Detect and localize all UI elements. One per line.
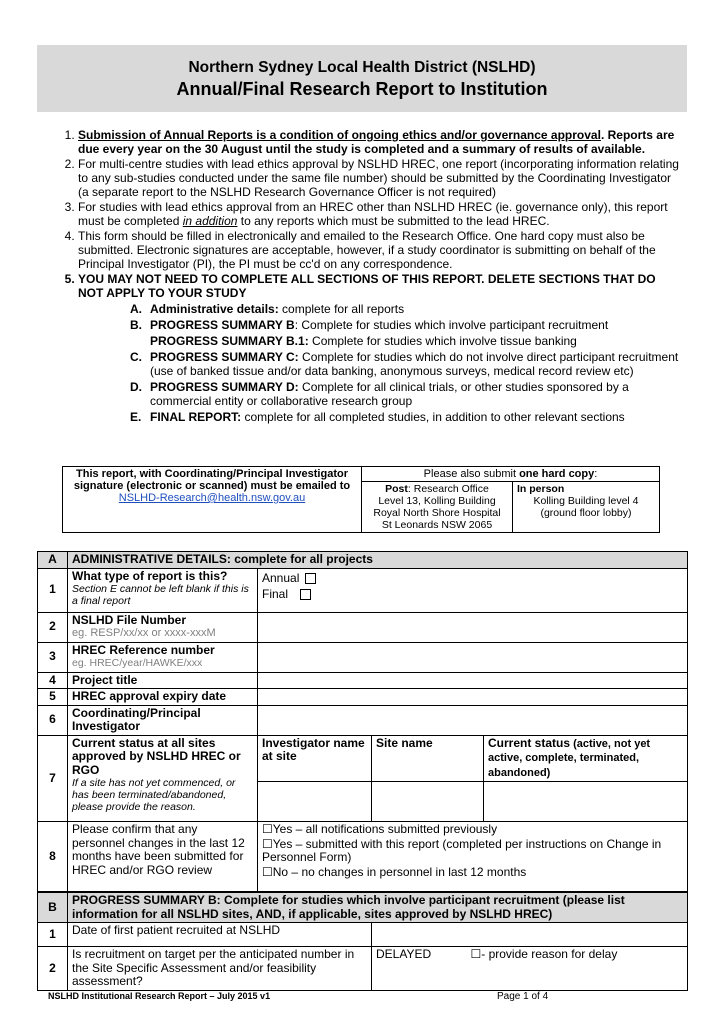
delayed-option[interactable]: DELAYED: [376, 947, 432, 961]
report-title: Annual/Final Research Report to Institution: [176, 79, 548, 99]
section-list-item: D. PROGRESS SUMMARY D: Complete for all clinical trials, or other studies sponsored by a commercial entity or collaborative research group: [130, 380, 629, 408]
section-list-item: PROGRESS SUMMARY B.1: Complete for studies which involve tissue banking: [150, 334, 577, 348]
hard-copy-instruction: Please also submit one hard copy:: [362, 467, 660, 482]
site-status-label: Current status at all sites approved by NSLHD HREC or RGO If a site has not yet commenced, or has been terminated/abandoned, please provide the reason.: [68, 735, 258, 822]
first-patient-date-label: Date of first patient recruited at NSLHD: [68, 923, 372, 947]
project-title-field[interactable]: [258, 672, 688, 689]
note-1: 1. Submission of Annual Reports is a condition of ongoing ethics and/or governance approval. Reports are due every year on the 30 August until the study is completed and a summary of results of available.: [78, 128, 682, 156]
report-type-options: [258, 568, 688, 612]
investigator-name-field[interactable]: [258, 782, 372, 822]
first-patient-date-field[interactable]: [372, 923, 688, 947]
final-option[interactable]: Final: [262, 588, 683, 602]
investigator-name-header: Investigator name at site: [258, 735, 372, 782]
report-type-label: What type of report is this? Section E cannot be left blank if this is a final report: [68, 568, 258, 612]
hrec-reference-field[interactable]: [258, 642, 688, 672]
section-b-letter: B: [38, 893, 68, 923]
post-address: Post: Research Office Level 13, Kolling Building Royal North Shore Hospital St Leonards NSW 2065: [362, 482, 513, 533]
in-person-address: In person Kolling Building level 4 (ground floor lobby): [513, 482, 660, 533]
project-title-label: Project title: [68, 672, 258, 689]
site-name-header: Site name: [372, 735, 484, 782]
personnel-changes-options: [258, 822, 688, 892]
footer-left: NSLHD Institutional Research Report – July 2015 v1: [48, 991, 271, 1001]
file-number-field[interactable]: [258, 612, 688, 642]
note-4: 4. This form should be filled in electronically and emailed to the Research Office. One hard copy must also be submitted. Electronic signatures are acceptable, however, if a study coordinator is submitting on behalf of the Principal Investigator (PI), the PI must be cc'd on any correspondence.: [78, 229, 682, 271]
approval-expiry-field[interactable]: [258, 689, 688, 706]
section-list-item: A. Administrative details: complete for all reports: [130, 302, 405, 316]
section-list: [78, 302, 682, 424]
personnel-changes-label: Please confirm that any personnel changes in the last 12 months have been submitted for HREC and/or RGO review: [68, 822, 258, 892]
note-2: 2. For multi-centre studies with lead ethics approval by NSLHD HREC, one report (incorporating information relating to any sub-studies conducted under the same file number) should be submitted by the Coordinating Investigator (a separate report to the NSLHD Research Governance Officer is not required): [78, 157, 682, 199]
personnel-option-3[interactable]: ☐No – no changes in personnel in last 12 months: [262, 864, 527, 879]
delay-reason-option[interactable]: ☐- provide reason for delay: [470, 947, 618, 961]
section-list-item: C. PROGRESS SUMMARY C: Complete for studies which do not involve direct participant recruitment (use of banked tissue and/or data banking, anonymous surveys, medical record review etc): [130, 350, 679, 378]
investigator-label: Coordinating/Principal Investigator: [68, 705, 258, 735]
recruitment-target-options: [372, 947, 688, 991]
submission-info-table: [62, 466, 660, 533]
personnel-option-2[interactable]: ☐Yes – submitted with this report (completed per instructions on Change in Personnel Form): [262, 836, 662, 864]
section-a-table: A ADMINISTRATIVE DETAILS: complete for all projects 1 What type of report is this? Section E cannot be left blank if this is a final report Annual Final 2 NSLHD File Number eg. RESP/xx/xx or xxxx-xxxM 3 HREC Reference number eg. HREC/year/HAWKE/xxx 4 Project title 5 HREC approval expiry date 6 Coordinating/Principal Investigator 7 Current status at all sites approved by NSLHD HREC or RGO If a site has not yet commenced, or has been terminated/abandoned, please provide the reason. Investigator name at site Site name Current status (active, not yet active, complete, terminated, abandoned) 8 Please confirm that any personnel changes in the last 12 months have been submitted for HREC and/or RGO review ☐Yes – all notifications submitted previously ☐Yes – submitted with this report (completed per instructions on Change in Personnel Form) ☐No – no changes in personnel in last 12 months: [37, 551, 688, 892]
email-instruction: This report, with Coordinating/Principal Investigator signature (electronic or scanned) must be emailed to NSLHD-Research@health.nsw.gov.au: [63, 467, 362, 533]
section-list-item: E. FINAL REPORT: complete for all completed studies, in addition to other relevant sections: [130, 410, 625, 424]
investigator-field[interactable]: [258, 705, 688, 735]
research-email-link[interactable]: NSLHD-Research@health.nsw.gov.au: [118, 492, 306, 504]
district-title: Northern Sydney Local Health District (NSLHD): [188, 59, 536, 76]
personnel-option-1[interactable]: ☐Yes – all notifications submitted previously: [262, 822, 498, 836]
approval-expiry-label: HREC approval expiry date: [68, 689, 258, 706]
section-list-item: B. PROGRESS SUMMARY B: Complete for studies which involve participant recruitment: [130, 318, 609, 332]
recruitment-target-label: Is recruitment on target per the anticipated number in the Site Specific Assessment and/or feasibility assessment?: [68, 947, 372, 991]
hrec-reference-label: HREC Reference number eg. HREC/year/HAWKE/xxx: [68, 642, 258, 672]
document-header: [37, 45, 687, 112]
instructions: [60, 128, 682, 426]
site-name-field[interactable]: [372, 782, 484, 822]
final-checkbox[interactable]: [300, 589, 311, 600]
footer-page-number: Page 1 of 4: [497, 991, 549, 1002]
annual-option[interactable]: Annual: [262, 572, 683, 586]
note-5: 5. YOU MAY NOT NEED TO COMPLETE ALL SECTIONS OF THIS REPORT. DELETE SECTIONS THAT DO NOT APPLY TO YOUR STUDY A. Administrative details: complete for all reports B. PROGRESS SUMMARY B: Complete for studies which involve participant recruitment PROGRESS SUMMARY B.1: Complete for studies which involve tissue banking C. PROGRESS SUMMARY C: Complete for studies which do not involve direct participant recruitment (use of banked tissue and/or data banking, anonymous surveys, medical record review etc) D. PROGRESS SUMMARY D: Complete for all clinical trials, or other studies sponsored by a commercial entity or collaborative research group E. FINAL REPORT: complete for all completed studies, in addition to other relevant sections: [78, 272, 682, 424]
annual-checkbox[interactable]: [305, 573, 316, 584]
section-a-title: ADMINISTRATIVE DETAILS: complete for all projects: [68, 552, 688, 569]
file-number-label: NSLHD File Number eg. RESP/xx/xx or xxxx-xxxM: [68, 612, 258, 642]
section-b-table: B PROGRESS SUMMARY B: Complete for studies which involve participant recruitment (please list information for all NSLHD sites, AND, if applicable, sites approved by NSLHD HREC) 1 Date of first patient recruited at NSLHD 2 Is recruitment on target per the anticipated number in the Site Specific Assessment and/or feasibility assessment? DELAYED ☐- provide reason for delay: [37, 892, 688, 991]
current-status-header: Current status (active, not yet active, complete, terminated, abandoned): [484, 735, 688, 782]
note-3: 3. For studies with lead ethics approval from an HREC other than NSLHD HREC (ie. governance only), this report must be completed in addition to any reports which must be submitted to the lead HREC.: [78, 200, 682, 228]
section-b-title: PROGRESS SUMMARY B: Complete for studies which involve participant recruitment (please list information for all NSLHD sites, AND, if applicable, sites approved by NSLHD HREC): [68, 893, 688, 923]
current-status-field[interactable]: [484, 782, 688, 822]
section-a-letter: A: [38, 552, 68, 569]
